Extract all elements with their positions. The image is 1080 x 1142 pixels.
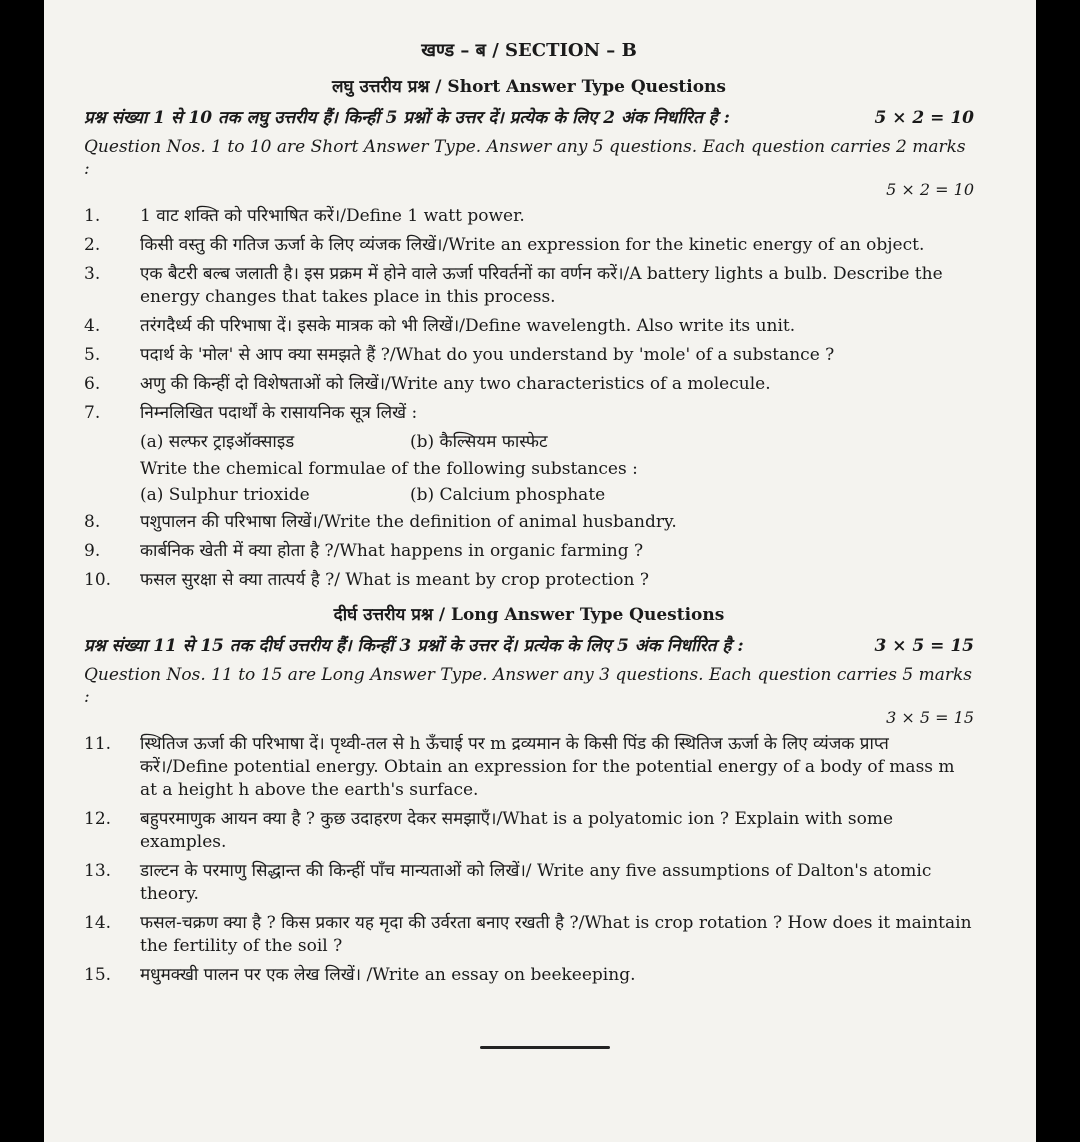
short-instruction-hindi: प्रश्न संख्या 1 से 10 तक लघु उत्तरीय हैं। किन्हीं 5 प्रश्नों के उत्तर दें। प्रत्येक के लिए 2 अंक निर्धारित है : xyxy=(84,108,730,128)
question-5 xyxy=(84,344,974,367)
question-text: स्थितिज ऊर्जा की परिभाषा दें। पृथ्वी-तल से h ऊँचाई पर m द्रव्यमान के किसी पिंड की स्थितिज ऊर्जा के लिए व्यंजक प्राप्त करें।/Define potential energy. Obtain an expression for the potential energy of a body of mass m at a height h above the earth's surface. xyxy=(140,734,955,800)
question-number: 5. xyxy=(84,345,101,365)
question-9 xyxy=(84,540,974,563)
option-a-english: (a) Sulphur trioxide xyxy=(140,485,310,505)
question-number: 11. xyxy=(84,734,112,754)
question-text: निम्नलिखित पदार्थों के रासायनिक सूत्र लिखें : xyxy=(140,403,418,423)
question-4 xyxy=(84,315,974,338)
question-number: 15. xyxy=(84,965,112,985)
question-text: कार्बनिक खेती में क्या होता है ?/What happens in organic farming ? xyxy=(140,541,644,561)
question-7-options-english xyxy=(140,485,974,505)
long-instruction-hindi-row xyxy=(84,635,974,658)
option-a-hindi: (a) सल्फर ट्राइऑक्साइड xyxy=(140,432,295,452)
question-number: 7. xyxy=(84,403,101,423)
question-text: डाल्टन के परमाणु सिद्धान्त की किन्हीं पाँच मान्यताओं को लिखें।/ Write any five assumptions of Dalton's atomic theory. xyxy=(140,861,932,904)
question-11 xyxy=(84,733,974,802)
option-b-hindi: (b) कैल्सियम फास्फेट xyxy=(410,432,548,452)
question-3 xyxy=(84,263,974,309)
end-rule xyxy=(480,1046,610,1049)
question-text: फसल सुरक्षा से क्या तात्पर्य है ?/ What is meant by crop protection ? xyxy=(140,570,649,590)
question-number: 9. xyxy=(84,541,101,561)
question-text: किसी वस्तु की गतिज ऊर्जा के लिए व्यंजक लिखें।/Write an expression for the kinetic energy of an object. xyxy=(140,235,925,255)
question-6 xyxy=(84,373,974,396)
question-1 xyxy=(84,205,974,228)
exam-page xyxy=(44,0,1036,1142)
long-instruction-hindi: प्रश्न संख्या 11 से 15 तक दीर्घ उत्तरीय हैं। किन्हीं 3 प्रश्नों के उत्तर दें। प्रत्येक के लिए 5 अंक निर्धारित है : xyxy=(84,636,744,656)
question-number: 6. xyxy=(84,374,101,394)
question-15 xyxy=(84,964,974,987)
section-title: खण्ड – ब / SECTION – B xyxy=(421,40,637,61)
question-10 xyxy=(84,569,974,592)
question-text: तरंगदैर्ध्य की परिभाषा दें। इसके मात्रक को भी लिखें।/Define wavelength. Also write its unit. xyxy=(140,316,796,336)
question-number: 8. xyxy=(84,512,101,532)
long-instruction-english: Question Nos. 11 to 15 are Long Answer Type. Answer any 3 questions. Each question carries 5 marks : xyxy=(84,665,973,707)
question-2 xyxy=(84,234,974,257)
short-marks: 5 × 2 = 10 xyxy=(874,108,974,128)
long-marks-english: 3 × 5 = 15 xyxy=(886,708,974,727)
long-answer-heading: दीर्घ उत्तरीय प्रश्न / Long Answer Type Questions xyxy=(333,605,725,625)
question-text: पशुपालन की परिभाषा लिखें।/Write the definition of animal husbandry. xyxy=(140,512,677,532)
question-text: मधुमक्खी पालन पर एक लेख लिखें। /Write an essay on beekeeping. xyxy=(140,965,636,985)
question-12 xyxy=(84,808,974,854)
short-answer-heading: लघु उत्तरीय प्रश्न / Short Answer Type Questions xyxy=(332,77,726,97)
short-instruction-english: Question Nos. 1 to 10 are Short Answer Type. Answer any 5 questions. Each question carries 2 marks : xyxy=(84,137,966,179)
option-b-english: (b) Calcium phosphate xyxy=(410,485,606,505)
question-text: बहुपरमाणुक आयन क्या है ? कुछ उदाहरण देकर समझाएँ।/What is a polyatomic ion ? Explain with some examples. xyxy=(140,809,894,852)
question-text: एक बैटरी बल्ब जलाती है। इस प्रक्रम में होने वाले ऊर्जा परिवर्तनों का वर्णन करें।/A battery lights a bulb. Describe the energy changes that takes place in this process. xyxy=(140,264,943,307)
question-number: 1. xyxy=(84,206,101,226)
long-marks: 3 × 5 = 15 xyxy=(874,636,974,656)
question-number: 4. xyxy=(84,316,101,336)
question-14 xyxy=(84,912,974,958)
question-text: अणु की किन्हीं दो विशेषताओं को लिखें।/Write any two characteristics of a molecule. xyxy=(140,374,771,394)
question-number: 10. xyxy=(84,570,112,590)
question-7 xyxy=(84,402,974,425)
question-text: 1 वाट शक्ति को परिभाषित करें।/Define 1 watt power. xyxy=(140,206,525,226)
question-text: फसल-चक्रण क्या है ? किस प्रकार यह मृदा की उर्वरता बनाए रखती है ?/What is crop rotation ? How does it maintain the fertility of the soil ? xyxy=(140,913,972,956)
question-number: 3. xyxy=(84,264,101,284)
question-13 xyxy=(84,860,974,906)
short-instruction-hindi-row xyxy=(84,107,974,130)
question-text: पदार्थ के 'मोल' से आप क्या समझते हैं ?/What do you understand by 'mole' of a substance ? xyxy=(140,345,835,365)
question-number: 2. xyxy=(84,235,101,255)
question-8 xyxy=(84,511,974,534)
question-number: 13. xyxy=(84,861,112,881)
page-content xyxy=(84,38,974,987)
question-7-options-hindi xyxy=(140,429,974,452)
question-number: 14. xyxy=(84,913,112,933)
question-7-english: Write the chemical formulae of the following substances : xyxy=(140,459,638,479)
question-number: 12. xyxy=(84,809,112,829)
short-marks-english: 5 × 2 = 10 xyxy=(886,180,974,199)
